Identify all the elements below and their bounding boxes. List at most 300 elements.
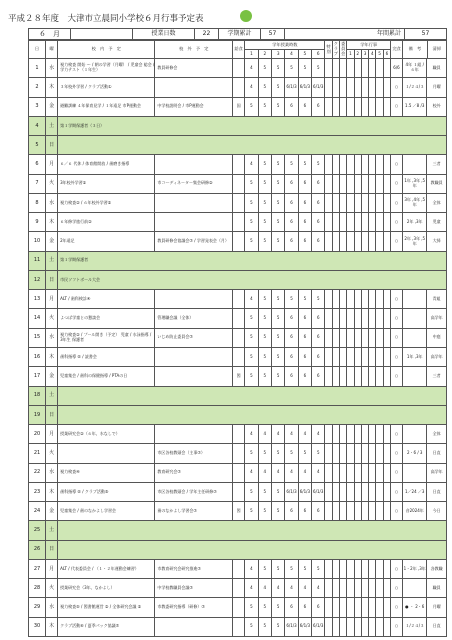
extra-grade-1 <box>347 155 354 174</box>
cleaning: 三者 <box>427 155 446 174</box>
grade-hours-3: 4 <box>271 425 284 444</box>
event-text <box>58 540 447 559</box>
grade-hours-4: 4 <box>285 579 298 598</box>
lunch-mark <box>233 213 245 232</box>
grade-hours-1: 5 <box>245 617 258 636</box>
lunch-mark <box>233 155 245 174</box>
meeting-text: 歯のなかよし学習会⑦ <box>155 502 233 521</box>
extra-grade-6 <box>383 193 390 212</box>
grade-hours-6: 6 <box>312 347 325 366</box>
meeting-text: 市区各校教頭会 / 学年主任研修⑦ <box>155 482 233 501</box>
grade-hours-2: 5 <box>258 502 271 521</box>
extra-grade-1 <box>347 598 354 617</box>
remarks: 1／24 ／3 <box>403 482 427 501</box>
schedule-row <box>29 270 447 289</box>
year-total-value: 57 <box>405 29 447 40</box>
day-number: 8 <box>29 193 46 212</box>
grade-hours-3: 5 <box>271 502 284 521</box>
grade-hours-4: 6 <box>285 232 298 251</box>
cleaning: 高学年 <box>427 463 446 482</box>
grade-hours-6: 6 <box>312 232 325 251</box>
club-hours <box>332 502 339 521</box>
grade-hours-2: 5 <box>258 444 271 463</box>
grade-hours-1: 5 <box>245 213 258 232</box>
cleaning: 日直 <box>427 482 446 501</box>
special-hours <box>325 559 332 578</box>
day-number: 16 <box>29 347 46 366</box>
header-extra-grade-1: 1 <box>347 50 354 59</box>
extra-grade-2 <box>354 213 361 232</box>
extra-grade-1 <box>347 309 354 328</box>
grade-hours-3: 5 <box>271 78 284 97</box>
extra-grade-2 <box>354 598 361 617</box>
grade-hours-1: 4 <box>245 78 258 97</box>
schedule-row <box>29 174 447 193</box>
extra-grade-4 <box>369 617 376 636</box>
grade-hours-6: 6 <box>312 309 325 328</box>
extra-grade-6 <box>383 617 390 636</box>
lunch-complete: ○ <box>390 559 402 578</box>
cleaning: 高学年 <box>427 309 446 328</box>
grade-hours-4: 6/1/3 <box>285 617 298 636</box>
lunch-complete: ○ <box>390 617 402 636</box>
special-hours <box>325 444 332 463</box>
extra-grade-5 <box>376 290 383 309</box>
meeting-text <box>155 78 233 97</box>
committee-hours <box>339 155 346 174</box>
weekday: 水 <box>46 463 58 482</box>
cleaning: 中庭 <box>427 328 446 347</box>
day-number: 20 <box>29 425 46 444</box>
grade-hours-2: 5 <box>258 309 271 328</box>
cleaning: 校外 <box>427 97 446 116</box>
schedule-row <box>29 116 447 135</box>
meeting-text <box>155 155 233 174</box>
header-club: クラブ <box>332 41 339 59</box>
grade-hours-5: 6 <box>298 367 311 386</box>
lunch-complete: ○ <box>390 78 402 97</box>
event-text: 授業研究会（3年、なかよし） <box>58 579 155 598</box>
extra-grade-5 <box>376 425 383 444</box>
extra-grade-6 <box>383 347 390 366</box>
extra-grade-1 <box>347 482 354 501</box>
event-text: よつば学童との懇談会 <box>58 309 155 328</box>
meeting-text: 管理職会議（全体） <box>155 309 233 328</box>
special-hours <box>325 59 332 78</box>
event-text: ALT / 代表委員会 / （１・２年運動会練習） <box>58 559 155 578</box>
extra-grade-4 <box>369 444 376 463</box>
extra-grade-6 <box>383 290 390 309</box>
extra-grade-2 <box>354 444 361 463</box>
schedule-body <box>28 58 447 637</box>
extra-grade-1 <box>347 502 354 521</box>
extra-grade-3 <box>361 193 368 212</box>
cleaning: 児童 <box>427 213 446 232</box>
extra-grade-6 <box>383 559 390 578</box>
grade-hours-1: 5 <box>245 502 258 521</box>
weekday: 木 <box>46 482 58 501</box>
meeting-text <box>155 193 233 212</box>
extra-grade-2 <box>354 290 361 309</box>
extra-grade-4 <box>369 59 376 78</box>
extra-grade-2 <box>354 232 361 251</box>
special-hours <box>325 213 332 232</box>
header-cleaning: 清掃 <box>427 41 446 59</box>
committee-hours <box>339 232 346 251</box>
meeting-text <box>155 347 233 366</box>
grade-hours-1: 5 <box>245 309 258 328</box>
lunch-mark <box>233 347 245 366</box>
grade-hours-5: 4 <box>298 425 311 444</box>
schedule-row <box>29 463 447 482</box>
lunch-mark <box>233 174 245 193</box>
club-hours <box>332 328 339 347</box>
lunch-mark <box>233 559 245 578</box>
cleaning: 三者 <box>427 367 446 386</box>
club-hours <box>332 367 339 386</box>
cleaning: 職員 <box>427 579 446 598</box>
extra-grade-1 <box>347 617 354 636</box>
weekday: 木 <box>46 617 58 636</box>
remarks: 3年 ,4年 ,5年 <box>403 193 427 212</box>
grade-hours-1: 5 <box>245 444 258 463</box>
schedule-row <box>29 444 447 463</box>
extra-grade-3 <box>361 174 368 193</box>
committee-hours <box>339 617 346 636</box>
class-days-label: 授業日数 <box>133 29 195 40</box>
grade-hours-2: 5 <box>258 328 271 347</box>
grade-hours-2: 5 <box>258 59 271 78</box>
grade-hours-4: 5 <box>285 444 298 463</box>
weekday: 土 <box>46 251 58 270</box>
extra-grade-2 <box>354 617 361 636</box>
grade-hours-3: 5 <box>271 309 284 328</box>
club-hours <box>332 97 339 116</box>
extra-grade-4 <box>369 290 376 309</box>
club-hours <box>332 174 339 193</box>
grade-hours-1: 4 <box>245 579 258 598</box>
grade-hours-5: 5 <box>298 59 311 78</box>
grade-hours-6: 6/1/3 <box>312 482 325 501</box>
club-hours <box>332 579 339 598</box>
schedule-row <box>29 598 447 617</box>
grade-hours-2: 5 <box>258 174 271 193</box>
cleaning: 月曜 <box>427 598 446 617</box>
extra-grade-4 <box>369 367 376 386</box>
grade-hours-6: 6 <box>312 367 325 386</box>
day-number: 14 <box>29 309 46 328</box>
extra-grade-3 <box>361 367 368 386</box>
grade-hours-2: 4 <box>258 463 271 482</box>
remarks <box>403 367 427 386</box>
extra-grade-5 <box>376 502 383 521</box>
grade-hours-1: 5 <box>245 193 258 212</box>
grade-hours-1: 4 <box>245 463 258 482</box>
extra-grade-6 <box>383 97 390 116</box>
remarks: ● ・ 2・6 <box>403 598 427 617</box>
special-hours <box>325 155 332 174</box>
grade-hours-4: 5 <box>285 155 298 174</box>
lunch-complete: ○ <box>390 309 402 328</box>
grade-hours-1: 5 <box>245 97 258 116</box>
grade-hours-3: 5 <box>271 347 284 366</box>
extra-grade-2 <box>354 425 361 444</box>
extra-grade-1 <box>347 444 354 463</box>
weekday: 金 <box>46 232 58 251</box>
lunch-complete: ○ <box>390 347 402 366</box>
grade-hours-6: 6 <box>312 213 325 232</box>
grade-hours-4: 6/1/3 <box>285 482 298 501</box>
grade-hours-3: 5 <box>271 559 284 578</box>
schedule-row <box>29 155 447 174</box>
remarks: 1年 ,3年 <box>403 347 427 366</box>
extra-grade-1 <box>347 174 354 193</box>
special-hours <box>325 502 332 521</box>
extra-grade-3 <box>361 97 368 116</box>
event-text: ALT / 歯科検診④ <box>58 290 155 309</box>
event-text: 第１学期保護者（３日） <box>58 116 447 135</box>
extra-grade-2 <box>354 328 361 347</box>
club-hours <box>332 232 339 251</box>
grade-hours-2: 5 <box>258 559 271 578</box>
event-text: 児童集会 / 歯科の保健指導 / PTAの日 <box>58 367 155 386</box>
extra-grade-5 <box>376 598 383 617</box>
grade-hours-4: 5 <box>285 59 298 78</box>
meeting-text <box>155 367 233 386</box>
extra-grade-6 <box>383 309 390 328</box>
grade-hours-1: 4 <box>245 155 258 174</box>
committee-hours <box>339 213 346 232</box>
event-text <box>58 521 447 540</box>
day-number: 22 <box>29 463 46 482</box>
extra-grade-3 <box>361 482 368 501</box>
header-extra-grade-2: 2 <box>354 50 361 59</box>
page-title: 平成２８年度 大津市立晨同小学校６月行事予定表 <box>8 14 204 24</box>
extra-grade-5 <box>376 78 383 97</box>
extra-grade-4 <box>369 155 376 174</box>
club-hours <box>332 617 339 636</box>
day-number: 17 <box>29 367 46 386</box>
weekday: 金 <box>46 97 58 116</box>
remarks: 音2024年 <box>403 502 427 521</box>
grade-hours-1: 5 <box>245 232 258 251</box>
meeting-text: いじめ防止委員会⑦ <box>155 328 233 347</box>
remarks <box>403 463 427 482</box>
extra-grade-5 <box>376 232 383 251</box>
club-hours <box>332 309 339 328</box>
grade-hours-3: 5 <box>271 97 284 116</box>
schedule-row <box>29 290 447 309</box>
grade-hours-2: 5 <box>258 193 271 212</box>
committee-hours <box>339 347 346 366</box>
lunch-complete: ○ <box>390 97 402 116</box>
day-number: 21 <box>29 444 46 463</box>
header-grade-4: 4 <box>285 50 298 59</box>
committee-hours <box>339 174 346 193</box>
grade-hours-5: 6/1/3 <box>298 617 311 636</box>
extra-grade-1 <box>347 559 354 578</box>
schedule-row <box>29 386 447 405</box>
extra-grade-3 <box>361 347 368 366</box>
grade-hours-4: 6 <box>285 309 298 328</box>
extra-grade-5 <box>376 579 383 598</box>
extra-grade-6 <box>383 155 390 174</box>
grade-hours-5: 6 <box>298 598 311 617</box>
header-grade-1: 1 <box>245 50 258 59</box>
lunch-complete: ○ <box>390 502 402 521</box>
grade-hours-5: 6/1/3 <box>298 482 311 501</box>
extra-grade-3 <box>361 579 368 598</box>
grade-hours-6: 4 <box>312 463 325 482</box>
extra-grade-3 <box>361 328 368 347</box>
lunch-complete: ○ <box>390 193 402 212</box>
grade-hours-1: 5 <box>245 328 258 347</box>
meeting-text: 市コーディネーター集会研修② <box>155 174 233 193</box>
extra-grade-5 <box>376 559 383 578</box>
grade-hours-1: 5 <box>245 598 258 617</box>
lunch-complete: ○ <box>390 232 402 251</box>
extra-grade-6 <box>383 482 390 501</box>
lunch-mark <box>233 232 245 251</box>
grade-hours-6: 6 <box>312 598 325 617</box>
extra-grade-4 <box>369 425 376 444</box>
special-hours <box>325 193 332 212</box>
extra-grade-4 <box>369 97 376 116</box>
grade-hours-3: 5 <box>271 482 284 501</box>
header-extra-grade-4: 4 <box>369 50 376 59</box>
extra-grade-1 <box>347 425 354 444</box>
weekday: 火 <box>46 309 58 328</box>
extra-grade-3 <box>361 598 368 617</box>
grade-hours-1: 5 <box>245 367 258 386</box>
weekday: 月 <box>46 425 58 444</box>
schedule-row <box>29 309 447 328</box>
event-text: 児童集会 / 歯のなかよし学習会 <box>58 502 155 521</box>
grade-hours-5: 6 <box>298 193 311 212</box>
cleaning: 月曜 <box>427 78 446 97</box>
lunch-mark <box>233 328 245 347</box>
special-hours <box>325 598 332 617</box>
grade-hours-6: 5 <box>312 290 325 309</box>
grade-hours-2: 5 <box>258 97 271 116</box>
event-text <box>58 136 447 155</box>
schedule-row <box>29 482 447 501</box>
day-number: 6 <box>29 155 46 174</box>
cleaning: 青組 <box>427 290 446 309</box>
school-total-value: 57 <box>261 29 285 40</box>
extra-grade-5 <box>376 347 383 366</box>
cleaning: 大掃 <box>427 232 446 251</box>
weekday: 月 <box>46 559 58 578</box>
club-hours <box>332 193 339 212</box>
extra-grade-2 <box>354 155 361 174</box>
grade-hours-3: 5 <box>271 213 284 232</box>
weekday: 日 <box>46 270 58 289</box>
special-hours <box>325 617 332 636</box>
cleaning: 高学年 <box>427 347 446 366</box>
extra-grade-5 <box>376 97 383 116</box>
header-remarks: 備 考 <box>403 41 427 59</box>
weekday: 木 <box>46 347 58 366</box>
extra-grade-6 <box>383 463 390 482</box>
grade-hours-6: 5 <box>312 444 325 463</box>
grade-hours-5: 5 <box>298 155 311 174</box>
weekday: 木 <box>46 213 58 232</box>
grade-hours-3: 5 <box>271 155 284 174</box>
grade-hours-1: 5 <box>245 482 258 501</box>
schedule-row <box>29 367 447 386</box>
event-text: 視力検査② / ６年校外学習② <box>58 193 155 212</box>
meeting-text: 教員研修会 <box>155 59 233 78</box>
day-number: 30 <box>29 617 46 636</box>
header-grade-hours: 学年授業時数 <box>245 41 325 50</box>
day-number: 9 <box>29 213 46 232</box>
school-total-label: 学期累計 <box>219 29 261 40</box>
lunch-complete: ○ <box>390 213 402 232</box>
grade-hours-5: 6 <box>298 174 311 193</box>
event-text <box>58 444 155 463</box>
extra-grade-3 <box>361 309 368 328</box>
remarks <box>403 309 427 328</box>
grade-hours-6: 6/1/3 <box>312 78 325 97</box>
grade-hours-4: 6 <box>285 598 298 617</box>
extra-grade-3 <box>361 444 368 463</box>
grade-hours-6: 4 <box>312 425 325 444</box>
grade-hours-5: 5 <box>298 290 311 309</box>
lunch-complete: ○ <box>390 425 402 444</box>
committee-hours <box>339 463 346 482</box>
header-grade-2: 2 <box>258 50 271 59</box>
grade-hours-2: 5 <box>258 155 271 174</box>
committee-hours <box>339 482 346 501</box>
remarks: 1・2年 ,3年 <box>403 559 427 578</box>
weekday: 水 <box>46 328 58 347</box>
extra-grade-4 <box>369 598 376 617</box>
lunch-mark <box>233 617 245 636</box>
grade-hours-4: 6 <box>285 502 298 521</box>
day-number: 3 <box>29 97 46 116</box>
extra-grade-1 <box>347 367 354 386</box>
extra-grade-2 <box>354 78 361 97</box>
committee-hours <box>339 559 346 578</box>
grade-hours-4: 4 <box>285 463 298 482</box>
schedule-row <box>29 213 447 232</box>
remarks: １/２４/３ <box>403 78 427 97</box>
committee-hours <box>339 290 346 309</box>
club-hours <box>332 347 339 366</box>
extra-grade-2 <box>354 309 361 328</box>
lunch-mark <box>233 290 245 309</box>
extra-grade-1 <box>347 579 354 598</box>
grade-hours-3: 5 <box>271 444 284 463</box>
lunch-mark <box>233 59 245 78</box>
extra-grade-1 <box>347 328 354 347</box>
club-hours <box>332 78 339 97</box>
cleaning: 職員 <box>427 59 446 78</box>
special-hours <box>325 309 332 328</box>
extra-grade-4 <box>369 309 376 328</box>
header-extra-grade-6: 6 <box>383 50 390 59</box>
event-text: 市民ソフトボール大会 <box>58 270 447 289</box>
extra-grade-6 <box>383 328 390 347</box>
grade-hours-5: 6 <box>298 328 311 347</box>
header-day: 日 <box>29 41 46 59</box>
schedule-row <box>29 540 447 559</box>
day-number: 10 <box>29 232 46 251</box>
grade-hours-2: 5 <box>258 367 271 386</box>
remarks: 2年 ,3年 ,5年 <box>403 232 427 251</box>
extra-grade-6 <box>383 232 390 251</box>
